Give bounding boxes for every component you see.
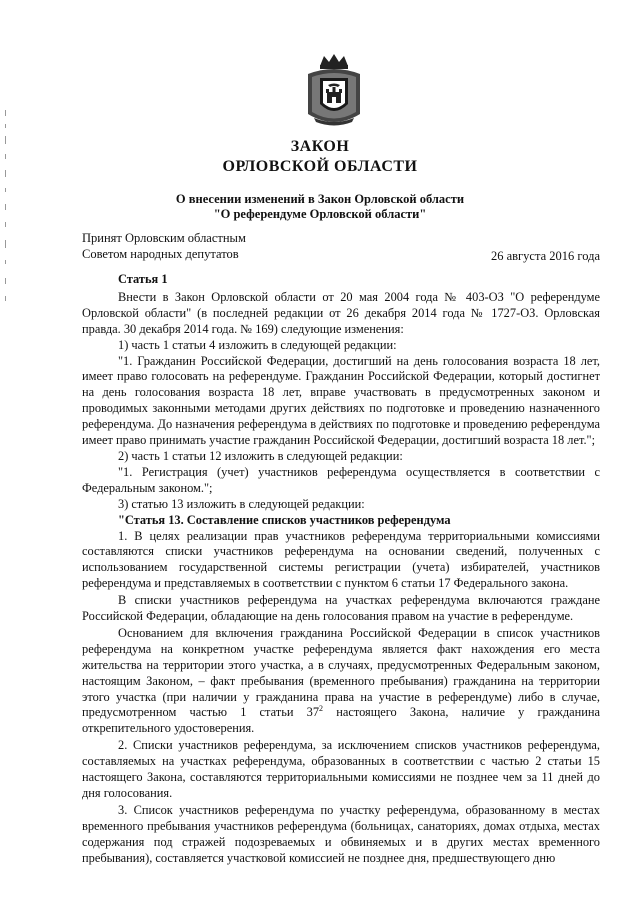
amendment-item1: 1) часть 1 статьи 4 изложить в следующей редакции: [118,337,397,352]
adoption-date: 26 августа 2016 года [490,249,600,263]
article13-paragraph3-end: настоящего Закона, наличие у гражданина открепительного удостоверения. [82,705,601,736]
article13-paragraph3-text: Основанием для включения гражданина Российской Федерации в список участников референдума на конкретном участке референдума является факт нахождения его места жительства на территории этого участка, а в случаях, предусмотренных Федеральным законом, настоящим Законом, – факт пребывания (временного пребывания) гражданина на территории этого участка (при наличии у гражданина права на участие в референдуме) либо в случае, предусмотренном частью 1 статьи 37 [82,625,600,720]
law-subtitle-line1: О внесении изменений в Закон Орловской области [175,192,465,206]
article13-paragraph2: В списки участников референдума на участках референдума включаются граждане Российской Федерации, обладающие на день голосования правом на участие в референдуме. [82,593,600,624]
adoption-line2: Советом народных депутатов [82,247,239,261]
law-title-line1: ЗАКОН [290,138,350,155]
article13-paragraph1: 1. В целях реализации прав участников референдума территориальными комиссиями составляются списки участников референдума на основании сведений, полученных с использованием государственной системы регистрации (учета) избирателей, участников референдума и представляемых в соответствии с пунктом 6 статьи 17 Федерального закона. [82,528,600,591]
adoption-line1: Принят Орловским областным [82,231,246,245]
amendment-item2-text: "1. Регистрация (учет) участников референдума осуществляется в соответствии с Федеральным законом."; [82,464,600,495]
coat-of-arms-emblem [302,52,366,130]
article13-paragraph3 [82,626,600,737]
law-title-line2: ОРЛОВСКОЙ ОБЛАСТИ [222,158,418,175]
article13-paragraph4: 2. Списки участников референдума, за исключением списков участников референдума, составляемых на участках референдума, образованных в соответствии с частью 2 статьи 15 настоящего Закона, составляются территориальными комиссиями не позднее чем за 11 дней до дня голосования. [82,738,600,800]
article13-heading: "Статья 13. Составление списков участников референдума [118,512,451,527]
document-body [82,272,600,867]
amendment-item1-text: "1. Гражданин Российской Федерации, достигший на день голосования возраста 18 лет, имеет право голосовать на референдуме. Гражданин Российской Федерации, который достигнет на день голосования возраста 18 лет, вправе участвовать в предусмотренных законом и проводимых законными методами других действиях по подготовке и проведению назначенного референдума. До назначения референдума в действиях по подготовке и проведению референдума имеет право принимать участие гражданин Российской Федерации, достигший возраста 18 лет."; [82,353,600,448]
law-subtitle-line2: "О референдуме Орловской области" [213,207,427,221]
article1-intro: Внести в Закон Орловской области от 20 мая 2004 года № 403-ОЗ "О референдуме Орловской области" (в последней редакции от 26 декабря 2014 года № 1727-ОЗ. Орловская правда. 30 декабря 2014 года. № 169) следующие изменения: [82,289,600,336]
amendment-item3: 3) статью 13 изложить в следующей редакции: [118,496,365,511]
amendment-item2: 2) часть 1 статьи 12 изложить в следующей редакции: [118,448,403,463]
article-number-superscript: 2 [319,704,324,714]
article1-heading: Статья 1 [118,272,168,286]
article13-paragraph5: 3. Список участников референдума по участку референдума, образованному в местах временного пребывания участников референдума (больницах, санаториях, домах отдыха, местах содержания под стражей подозреваемых и обвиняемых и в других местах временного пребывания), составляется участковой комиссией не позднее дня, предшествующего дню [82,802,600,865]
